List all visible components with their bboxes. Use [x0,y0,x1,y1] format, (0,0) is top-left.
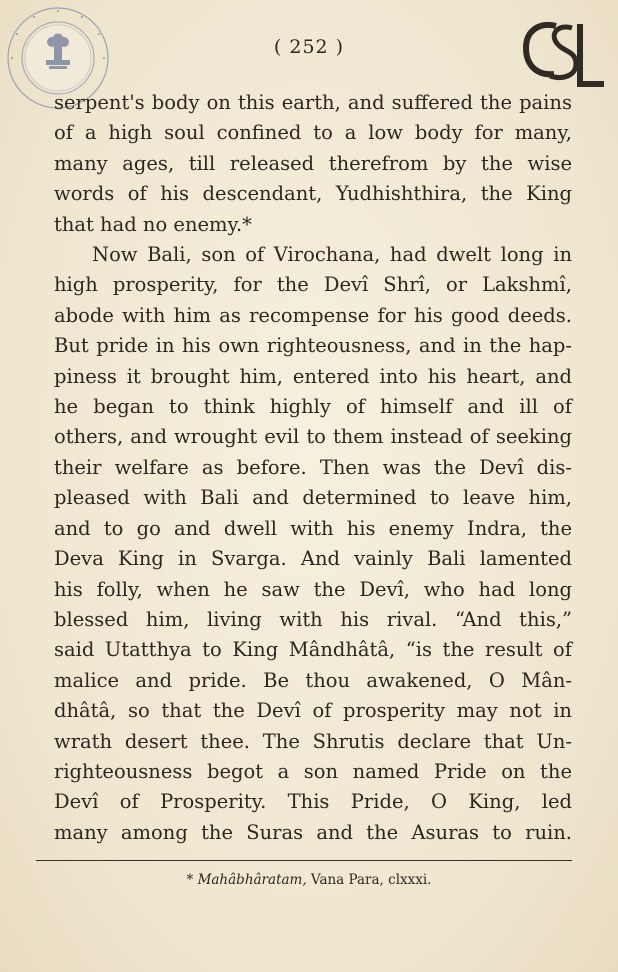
text-line: that had no enemy.* [54,212,252,236]
text-line: high prosperity, for the Devî Shrî, or Lakshmî, [54,273,572,297]
text-line: abode with him as recompense for his good deeds. [54,303,572,327]
text-line: others, and wrought evil to them instead of seeking [54,425,572,449]
text-line: many among the Suras and the Asuras to ruin. [54,820,572,844]
text-line: Devî of Prosperity. This Pride, O King, led [54,790,572,814]
seal-top-text [0,0,1,1]
text-line: his folly, when he saw the Devî, who had long [54,577,572,601]
footnote-marker: * [186,872,198,888]
page-number: ( 252 ) [273,36,345,58]
text-line: blessed him, living with his rival. “And this,” [54,607,572,631]
text-line: said Utatthya to King Mândhâtâ, “is the result of [54,638,572,662]
text-line: of a high soul confined to a low body for many, [54,121,572,145]
text-line: pleased with Bali and determined to leave him, [54,486,572,510]
text-line: he began to think highly of himself and ill of [54,395,572,419]
csl-library-mark [520,18,606,92]
seal-bottom-text [0,0,1,1]
text-line: their welfare as before. Then was the Devî dis- [54,455,572,479]
library-mark-text [0,0,1,1]
text-line: words of his descendant, Yudhishthira, the King [54,182,572,206]
text-line: dhâtâ, so that the Devî of prosperity may not in [54,699,572,723]
footnote-divider [36,860,572,861]
footnote [0,872,618,888]
text-line: malice and pride. Be thou awakened, O Mân- [54,668,572,692]
text-line: But pride in his own righteousness, and in the hap- [54,334,572,358]
text-line: Deva King in Svarga. And vainly Bali lamented [54,547,572,571]
text-body [54,88,572,848]
paragraph-start-line: Now Bali, son of Virochana, had dwelt long in [92,243,572,267]
text-line: and to go and dwell with his enemy Indra, the [54,516,572,540]
footnote-reference: Vana Para, clxxxi. [306,872,432,888]
text-line: many ages, till released therefrom by the wise [54,151,572,175]
text-line: piness it brought him, entered into his heart, and [54,364,572,388]
text-line: righteousness begot a son named Pride on the [54,759,572,783]
text-line: serpent's body on this earth, and suffered the pains [54,91,572,114]
text-line: wrath desert thee. The Shrutis declare that Un- [54,729,572,753]
footnote-source-title: Mahâbhâratam, [197,872,307,888]
